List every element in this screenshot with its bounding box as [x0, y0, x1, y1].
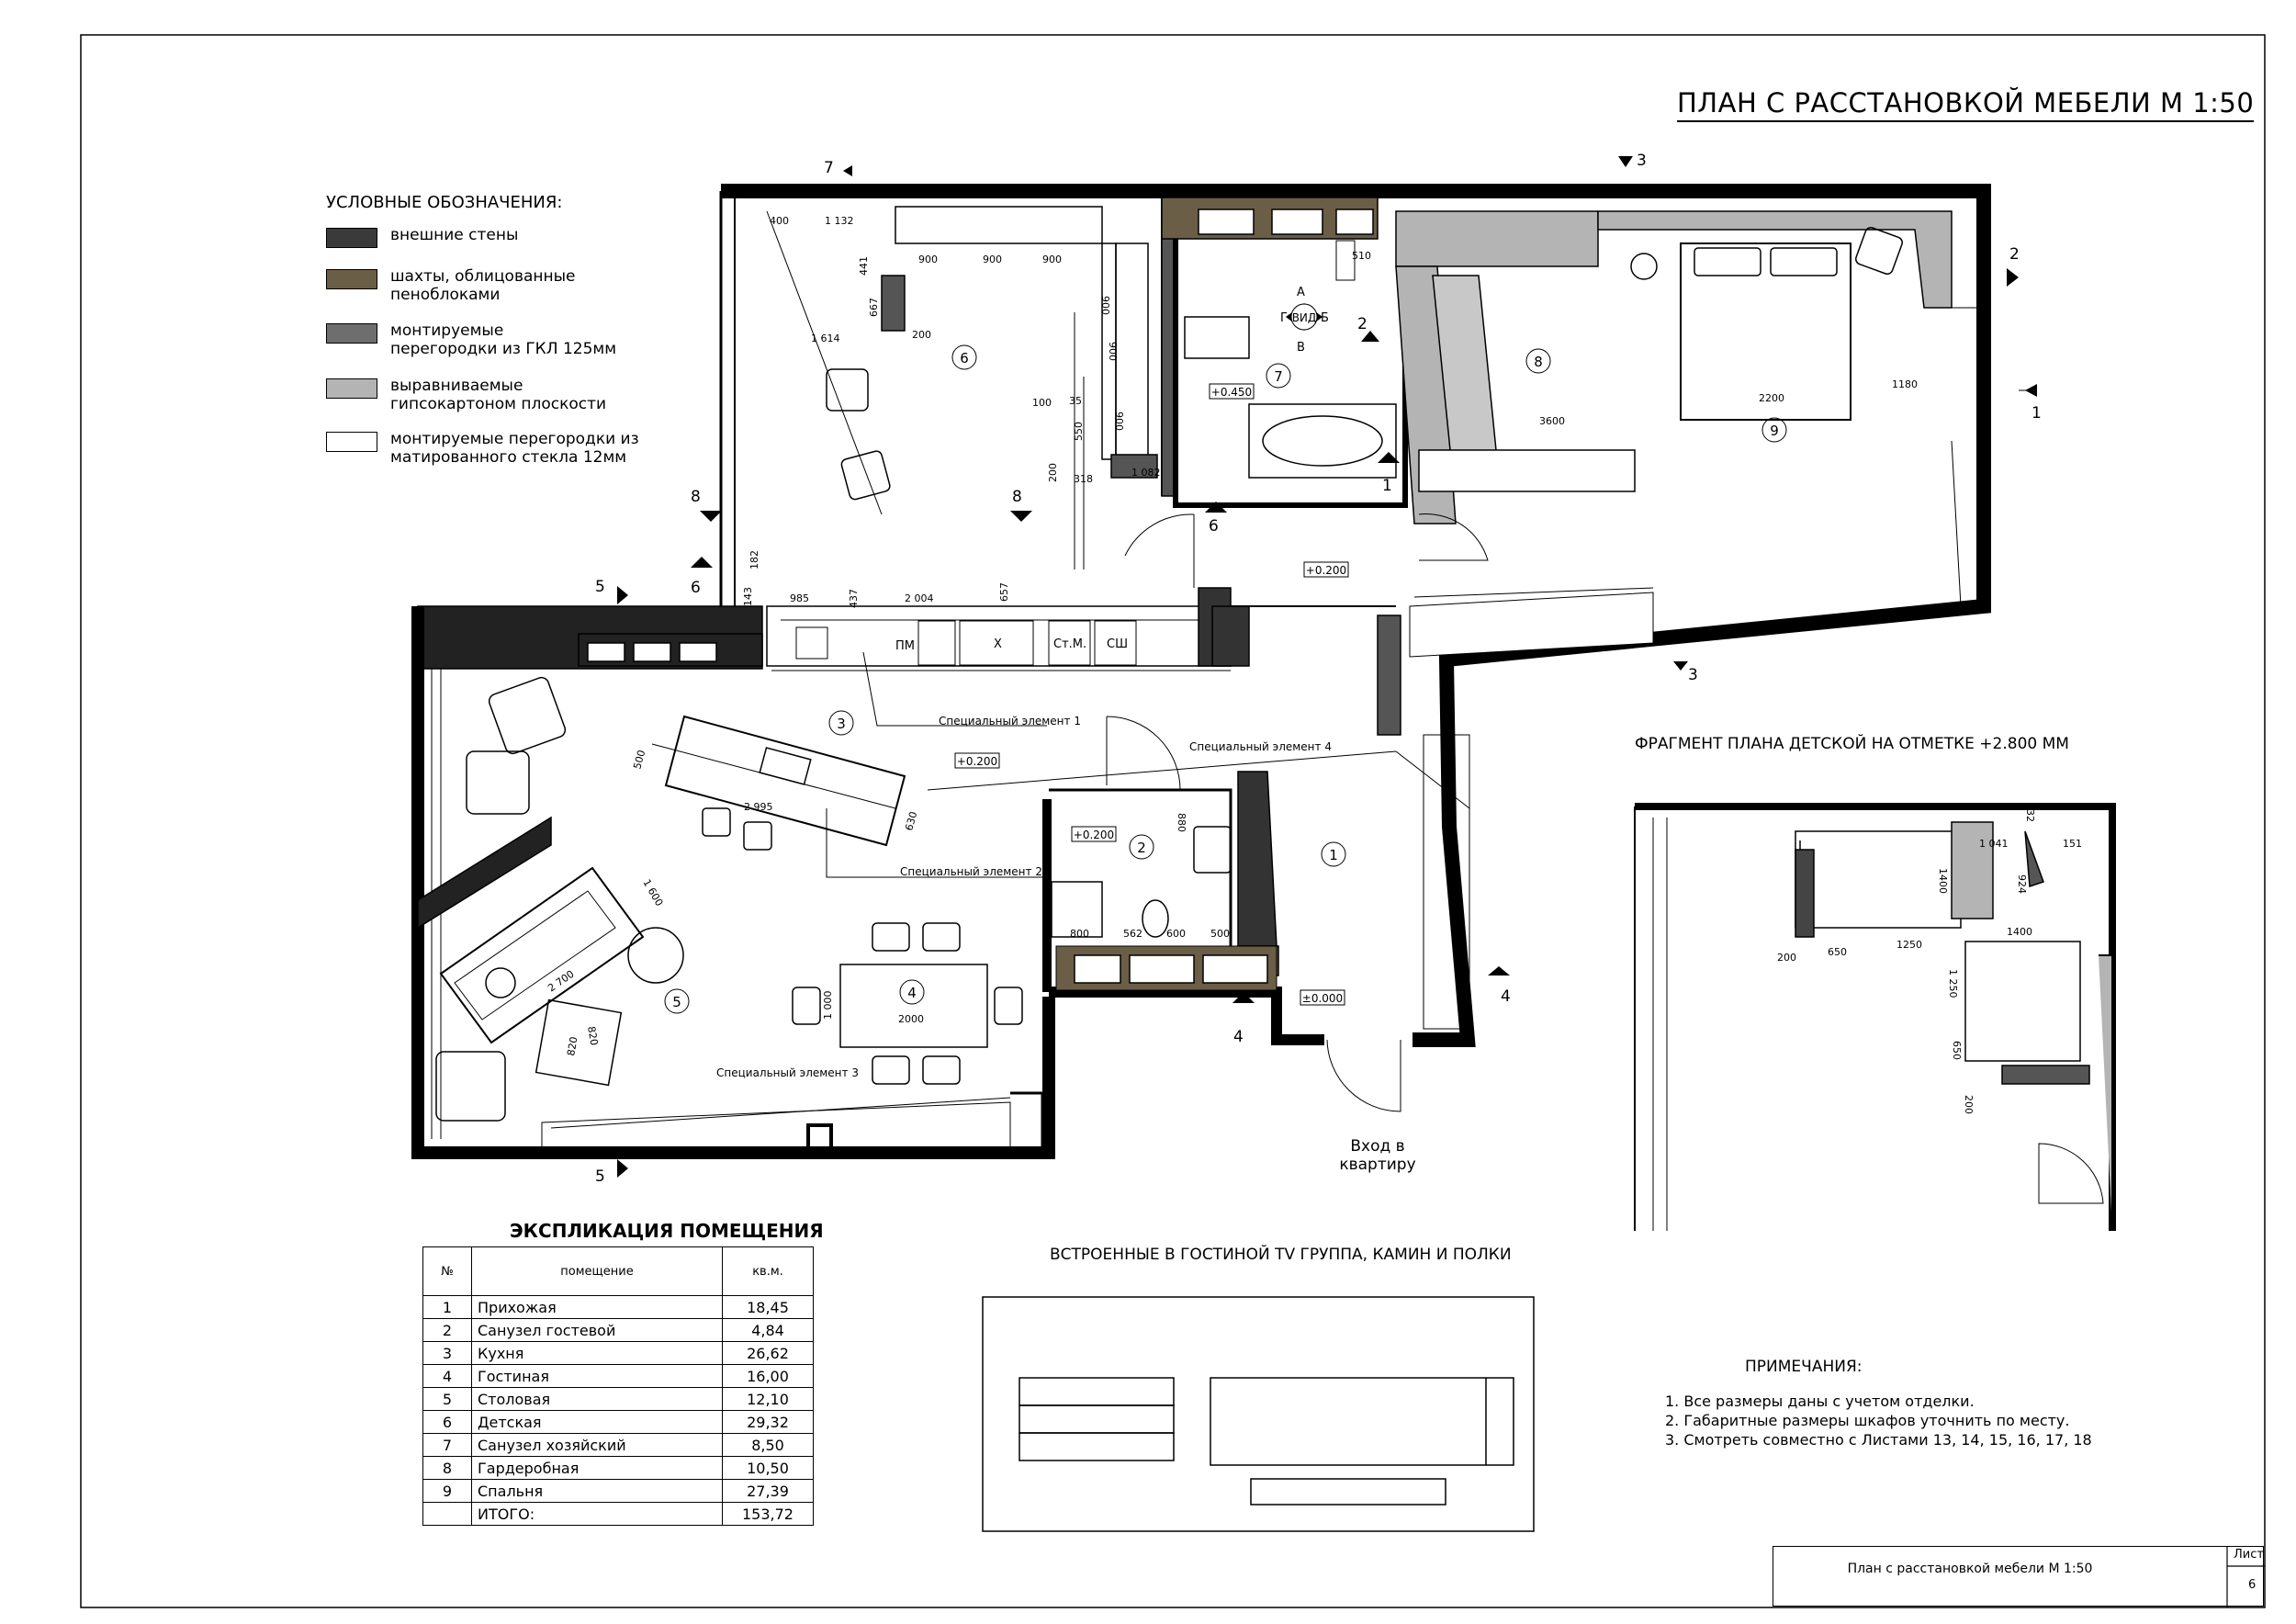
room-number: 2: [1137, 840, 1146, 856]
level-mark: +0.450: [1210, 386, 1253, 399]
dimension: 182: [748, 550, 760, 570]
dimension: 437: [848, 589, 860, 608]
dimension: 143: [742, 587, 754, 606]
dimension: 200: [1777, 952, 1796, 964]
appliance-label: Ст.М.: [1053, 637, 1087, 651]
dimension: 900: [1113, 412, 1125, 431]
dimension: 510: [1352, 250, 1371, 262]
section-mark: 5: [595, 1167, 605, 1186]
view-marker-b: Б: [1321, 311, 1329, 325]
dimension: 35: [1069, 395, 1082, 407]
dimension: 2 004: [905, 592, 934, 604]
explication-title: ЭКСПЛИКАЦИЯ ПОМЕЩЕНИЯ: [510, 1220, 824, 1242]
dimension: 1 250: [1947, 969, 1959, 998]
dimension: 1250: [1896, 939, 1922, 951]
note-item: 3. Смотреть совместно с Листами 13, 14, 15, 16, 17, 18: [1665, 1431, 2092, 1449]
appliance-label: ПМ: [895, 639, 915, 653]
room-number: 7: [1274, 368, 1283, 385]
table-row: 5 Столовая 12,10: [423, 1388, 814, 1411]
legend-label: шахты, облицованные пеноблоками: [390, 267, 576, 304]
dimension: 900: [1042, 254, 1062, 265]
special-element-label: Специальный элемент 2: [900, 865, 1042, 878]
table-row: 1 Прихожая 18,45: [423, 1296, 814, 1319]
dimension: 2000: [898, 1013, 924, 1025]
level-mark: +0.200: [1073, 829, 1115, 841]
dimension: 1 082: [1131, 467, 1161, 479]
fragment-title: ФРАГМЕНТ ПЛАНА ДЕТСКОЙ НА ОТМЕТКЕ +2.800 ММ: [1635, 735, 2069, 753]
dimension: 600: [1166, 928, 1186, 940]
dimension: 200: [1047, 463, 1059, 482]
dimension: 2200: [1759, 392, 1784, 404]
dimension: 200: [1963, 1095, 1975, 1114]
view-marker-a: А: [1297, 286, 1305, 299]
column-header: помещение: [472, 1247, 723, 1296]
dimension: 2 700: [546, 967, 577, 995]
dimension: 1400: [1937, 868, 1949, 894]
legend-label: монтируемые перегородки из матированного стекла 12мм: [390, 430, 639, 467]
table-row: 4 Гостиная 16,00: [423, 1365, 814, 1388]
section-mark: 6: [1209, 517, 1219, 536]
dimension: 400: [770, 215, 789, 227]
appliance-label: СШ: [1107, 637, 1128, 651]
dimension: 657: [998, 582, 1010, 602]
dimension: 151: [2063, 838, 2082, 850]
dimension: 900: [918, 254, 938, 265]
dimension: 318: [1074, 473, 1093, 485]
table-row: 3 Кухня 26,62: [423, 1342, 814, 1365]
room-number: 4: [907, 985, 917, 1001]
dimension: 1 614: [811, 333, 840, 344]
room-number: 9: [1770, 423, 1779, 439]
view-marker-label: ВИД: [1291, 311, 1317, 324]
room-number: 6: [960, 350, 969, 367]
legend-title: УСЛОВНЫЕ ОБОЗНАЧЕНИЯ:: [326, 193, 563, 212]
table-row: 6 Детская 29,32: [423, 1411, 814, 1434]
special-element-label: Специальный элемент 3: [716, 1066, 859, 1079]
room-number: 1: [1329, 847, 1338, 863]
section-mark: 4: [1501, 987, 1511, 1006]
dimension: 3600: [1539, 415, 1565, 427]
room-number: 8: [1534, 354, 1543, 370]
dimension: 1 600: [640, 877, 666, 908]
section-mark: 2: [1357, 315, 1367, 333]
special-element-label: Специальный элемент 1: [939, 715, 1081, 727]
dimension: 900: [1099, 296, 1111, 315]
dimension: 1 132: [825, 215, 854, 227]
sheet-number: 6: [2248, 1578, 2257, 1592]
view-marker-g: Г: [1280, 311, 1288, 325]
dimension: 1 000: [822, 990, 834, 1020]
dimension: 630: [903, 810, 920, 832]
dimension: 441: [858, 256, 870, 276]
dimension: 650: [1828, 946, 1847, 958]
table-row: 9 Спальня 27,39: [423, 1480, 814, 1503]
dimension: 1180: [1892, 378, 1918, 390]
note-item: 1. Все размеры даны с учетом отделки.: [1665, 1393, 1975, 1410]
dimension: 880: [1176, 813, 1187, 832]
section-mark: 8: [691, 488, 701, 506]
level-mark: ±0.000: [1301, 992, 1344, 1005]
dimension: 500: [631, 749, 648, 771]
dimension: 985: [790, 592, 809, 604]
dimension: 132: [2024, 803, 2036, 822]
column-header: №: [423, 1247, 472, 1296]
dimension: 900: [983, 254, 1002, 265]
section-mark: 8: [1012, 488, 1022, 506]
dimension: 1400: [2007, 926, 2032, 938]
dimension: 562: [1123, 928, 1142, 940]
appliance-label: Х: [994, 637, 1002, 651]
section-mark: 3: [1637, 152, 1647, 170]
legend-label: выравниваемые гипсокартоном плоскости: [390, 377, 607, 413]
section-mark: 6: [691, 579, 701, 597]
dimension: 100: [1032, 397, 1052, 409]
section-mark: 5: [595, 578, 605, 596]
room-number: 5: [672, 994, 681, 1010]
view-marker-v: В: [1297, 341, 1305, 355]
level-mark: +0.200: [956, 755, 998, 768]
legend-label: внешние стены: [390, 226, 519, 244]
table-total-row: ИТОГО: 153,72: [423, 1503, 814, 1526]
section-mark: 7: [824, 159, 834, 177]
section-mark: 3: [1688, 666, 1698, 684]
section-mark: 4: [1233, 1028, 1244, 1046]
legend-label: монтируемые перегородки из ГКЛ 125мм: [390, 321, 617, 358]
dimension: 800: [1070, 928, 1089, 940]
level-mark: +0.200: [1305, 564, 1347, 577]
section-mark: 1: [1382, 477, 1392, 495]
dimension: 1 041: [1979, 838, 2009, 850]
note-item: 2. Габаритные размеры шкафов уточнить по месту.: [1665, 1412, 2070, 1429]
section-mark: 1: [2032, 404, 2042, 423]
dimension: 650: [1951, 1041, 1963, 1060]
special-element-label: Специальный элемент 4: [1189, 740, 1332, 753]
dimension: 924: [2016, 874, 2028, 894]
dimension: 900: [1107, 342, 1119, 361]
table-row: 8 Гардеробная 10,50: [423, 1457, 814, 1480]
section-mark: 2: [2009, 245, 2020, 264]
table-row: 7 Санузел хозяйский 8,50: [423, 1434, 814, 1457]
dimension: 820: [565, 1035, 580, 1057]
notes-title: ПРИМЕЧАНИЯ:: [1745, 1358, 1863, 1376]
dimension: 667: [868, 298, 880, 317]
title-block-title: План с расстановкой мебели М 1:50: [1847, 1562, 2093, 1576]
dimension: 2 995: [744, 801, 773, 813]
dimension: 200: [912, 329, 931, 341]
dimension: 500: [1210, 928, 1230, 940]
dimension: 820: [585, 1025, 601, 1047]
page-title: ПЛАН С РАССТАНОВКОЙ МЕБЕЛИ М 1:50: [1677, 87, 2254, 122]
entrance-label: Вход в квартиру: [1339, 1137, 1416, 1174]
sheet-label: Лист: [2234, 1548, 2264, 1562]
column-header: кв.м.: [723, 1247, 814, 1296]
dimension: 550: [1073, 422, 1085, 441]
tv-group-title: ВСТРОЕННЫЕ В ГОСТИНОЙ TV ГРУППА, КАМИН И ПОЛКИ: [1050, 1246, 1512, 1264]
table-row: 2 Санузел гостевой 4,84: [423, 1319, 814, 1342]
room-number: 3: [837, 716, 846, 732]
